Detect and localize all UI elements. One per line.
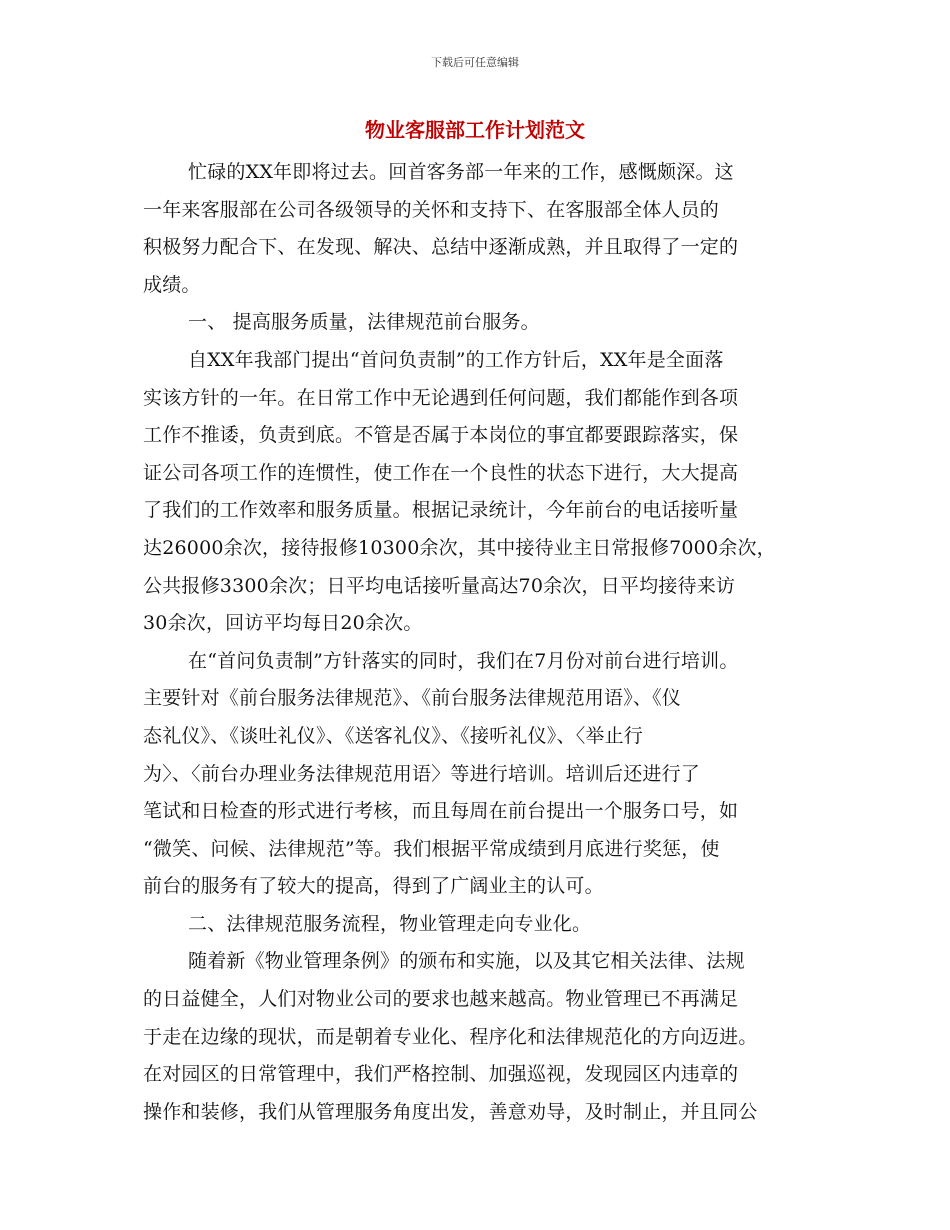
text-line: 在对园区的日常管理中，我们严格控制、加强巡视，发现园区内违章的: [143, 1063, 739, 1086]
document-title: 物业客服部工作计划范文: [365, 118, 585, 142]
text-line: 公共报修3300余次；日平均电话接听量高达70余次，日平均接待来访: [143, 574, 736, 597]
text-line: 了我们的工作效率和服务质量。根据记录统计，今年前台的电话接听量: [143, 499, 739, 522]
text-line: 为〉、〈前台办理业务法律规范用语〉等进行培训。培训后还进行了: [143, 762, 701, 785]
text-line: 成绩。: [143, 273, 201, 296]
text-line: 笔试和日检查的形式进行考核，而且每周在前台提出一个服务口号，如: [143, 800, 739, 823]
text-line: 工作不推诿，负责到底。不管是否属于本岗位的事宜都要跟踪落实，保: [143, 424, 739, 447]
text-line: 主要针对《前台服务法律规范》、《前台服务法律规范用语》、《仪: [143, 687, 682, 710]
text-line: 随着新《物业管理条例》的颁布和实施，以及其它相关法律、法规: [188, 950, 745, 973]
text-line: “微笑、问候、法律规范”等。我们根据平常成绩到月底进行奖惩，使: [143, 837, 720, 860]
text-line: 达26000余次，接待报修10300余次，其中接待业主日常报修7000余次，: [143, 536, 776, 559]
text-line: 一年来客服部在公司各级领导的关怀和支持下、在客服部全体人员的: [143, 198, 720, 221]
text-line: 的日益健全，人们对物业公司的要求也越来越高。物业管理已不再满足: [143, 988, 739, 1011]
text-line: 自XX年我部门提出“首问负责制”的工作方针后，XX年是全面落: [188, 348, 724, 371]
text-line: 在“首问负责制”方针落实的同时，我们在7月份对前台进行培训。: [188, 649, 739, 672]
text-line: 态礼仪》、《谈吐礼仪》、《送客礼仪》、《接听礼仪》、〈举止行: [143, 724, 644, 747]
text-line: 实该方针的一年。在日常工作中无论遇到任何问题，我们都能作到各项: [143, 386, 739, 409]
text-line: 二、法律规范服务流程，物业管理走向专业化。: [188, 912, 592, 935]
text-line: 积极努力配合下、在发现、解决、总结中逐渐成熟，并且取得了一定的: [143, 236, 739, 259]
document-body: [143, 158, 813, 1135]
header-note: 下载后可任意编辑: [431, 56, 519, 69]
text-line: 前台的服务有了较大的提高，得到了广阔业主的认可。: [143, 875, 604, 898]
text-line: 操作和装修，我们从管理服务角度出发，善意劝导，及时制止，并且同公: [143, 1100, 758, 1123]
text-line: 一、 提高服务质量，法律规范前台服务。: [188, 311, 540, 334]
text-line: 忙碌的XX年即将过去。回首客务部一年来的工作，感慨颇深。这: [188, 161, 734, 183]
text-line: 30余次，回访平均每日20余次。: [143, 612, 423, 635]
text-line: 于走在边缘的现状，而是朝着专业化、程序化和法律规范化的方向迈进。: [143, 1025, 758, 1048]
text-line: 证公司各项工作的连惯性，使工作在一个良性的状态下进行，大大提高: [143, 461, 739, 484]
